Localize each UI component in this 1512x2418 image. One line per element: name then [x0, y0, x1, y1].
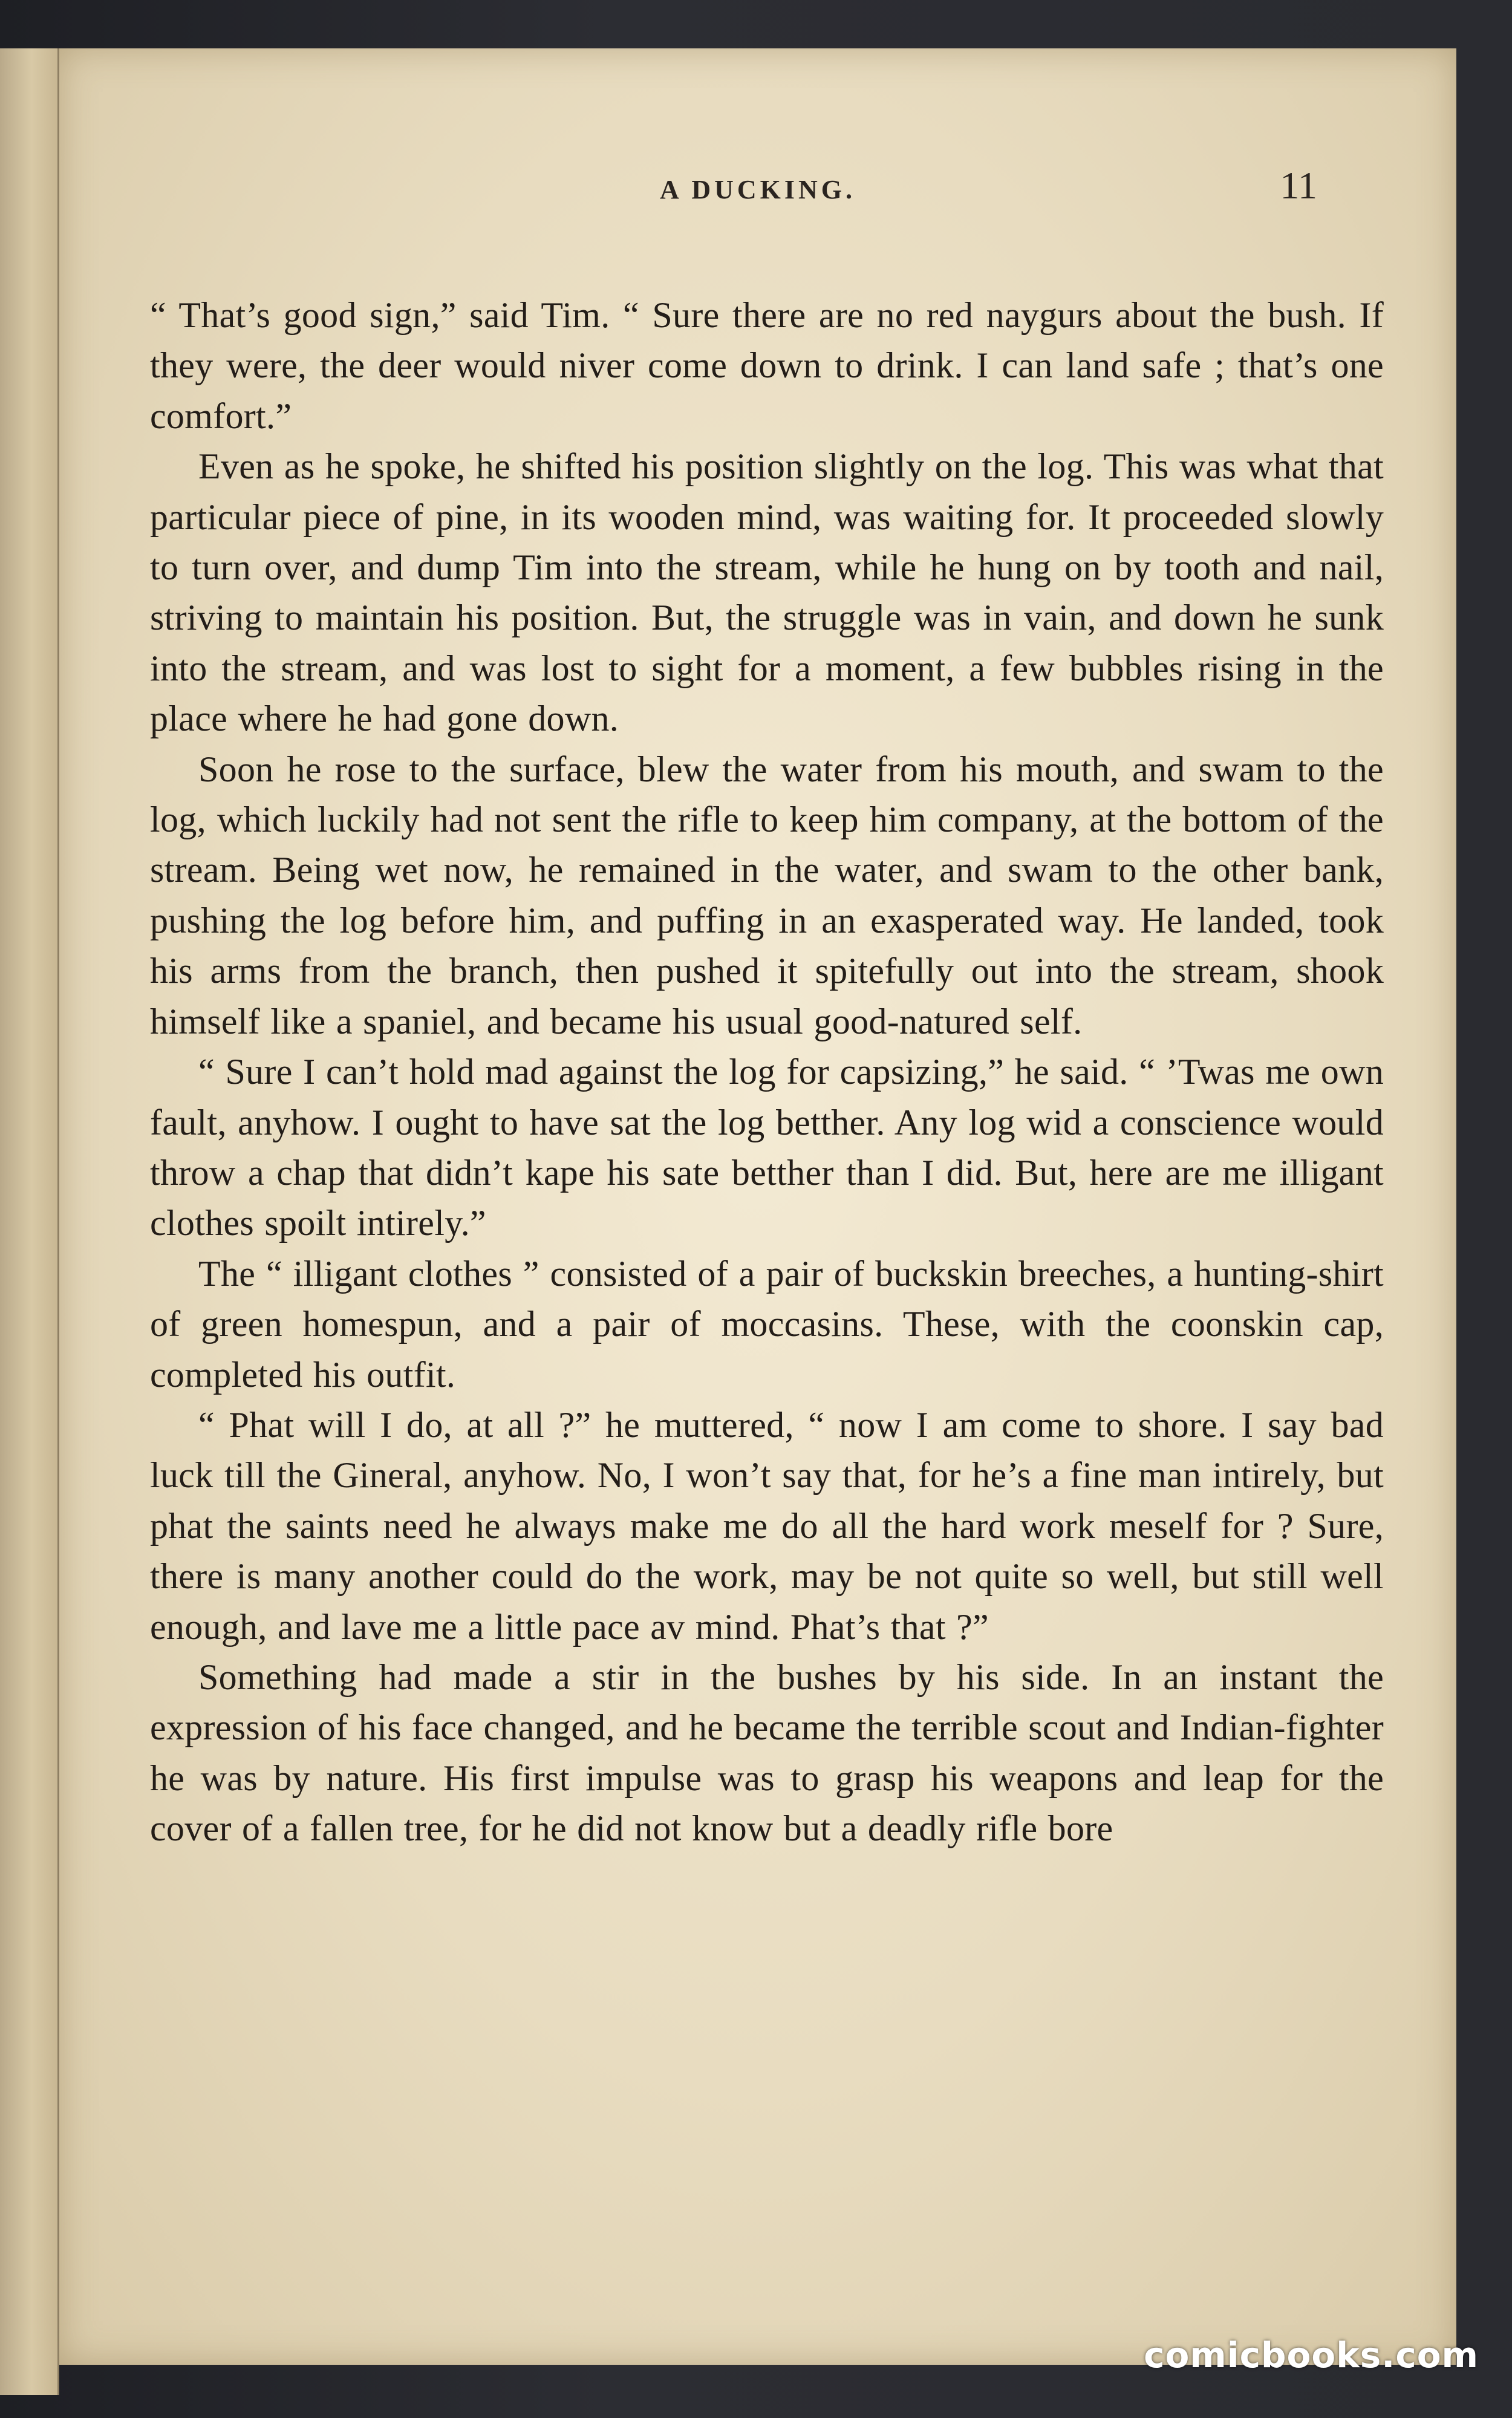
paragraph: Something had made a stir in the bushes by his side. In an instant the expression of his face changed, and he became the terrible scout and Indian-fighter he was by nature. His first impulse was to grasp his weapons and leap for the cover of a fallen tree, for he did not know but a deadly rifle bore [150, 1657, 1384, 1849]
page-number: 11 [1280, 164, 1317, 207]
running-head [59, 163, 1456, 218]
paragraph: “ That’s good sign,” said Tim. “ Sure there are no red naygurs about the bush. If they were, the deer would niver come down to drink. I can land safe ; that’s one comfort.” [150, 295, 1384, 436]
paragraph: Soon he rose to the surface, blew the water from his mouth, and swam to the log, which luckily had not sent the rifle to keep him company, at the bottom of the stream. Being wet now, he remained in the water, and swam to the other bank, pushing the log before him, and puffing in an exasperated way. He landed, took his arms from the branch, then pushed it spitefully out into the stream, shook himself like a spaniel, and became his usual good-natured self. [150, 749, 1384, 1041]
paragraph: The “ illigant clothes ” consisted of a pair of buckskin breeches, a hunting-shirt of green homespun, and a pair of moccasins. These, with the coonskin cap, completed his outfit. [150, 1253, 1384, 1395]
paragraph: Even as he spoke, he shifted his position slightly on the log. This was what that particular piece of pine, in its wooden mind, was waiting for. It proceeded slowly to turn over, and dump Tim into the stream, while he hung on by tooth and nail, striving to maintain his position. But, the struggle was in vain, and down he sunk into the stream, and was lost to sight for a moment, a few bubbles rising in the place where he had gone down. [150, 446, 1384, 739]
running-title: A DUCKING. [659, 175, 856, 204]
paragraph: “ Sure I can’t hold mad against the log for capsizing,” he said. “ ’Twas me own fault, anyhow. I ought to have sat the log betther. Any log wid a conscience would throw a chap that didn’t kape his sate betther than I did. But, here are me illigant clothes spoilt intirely.” [150, 1052, 1384, 1243]
body-text [150, 290, 1384, 1854]
page-binding-edge [0, 48, 59, 2395]
site-watermark: comicbooks.com [1144, 2335, 1479, 2376]
paragraph: “ Phat will I do, at all ?” he muttered, “ now I am come to shore. I say bad luck till the Gineral, anyhow. No, I won’t say that, for he’s a fine man intirely, but phat the saints need he always make me do all the hard work meself for ? Sure, there is many another could do the work, may be not quite so well, but still well enough, and lave me a little pace av mind. Phat’s that ?” [150, 1404, 1384, 1647]
book-page [59, 48, 1456, 2365]
